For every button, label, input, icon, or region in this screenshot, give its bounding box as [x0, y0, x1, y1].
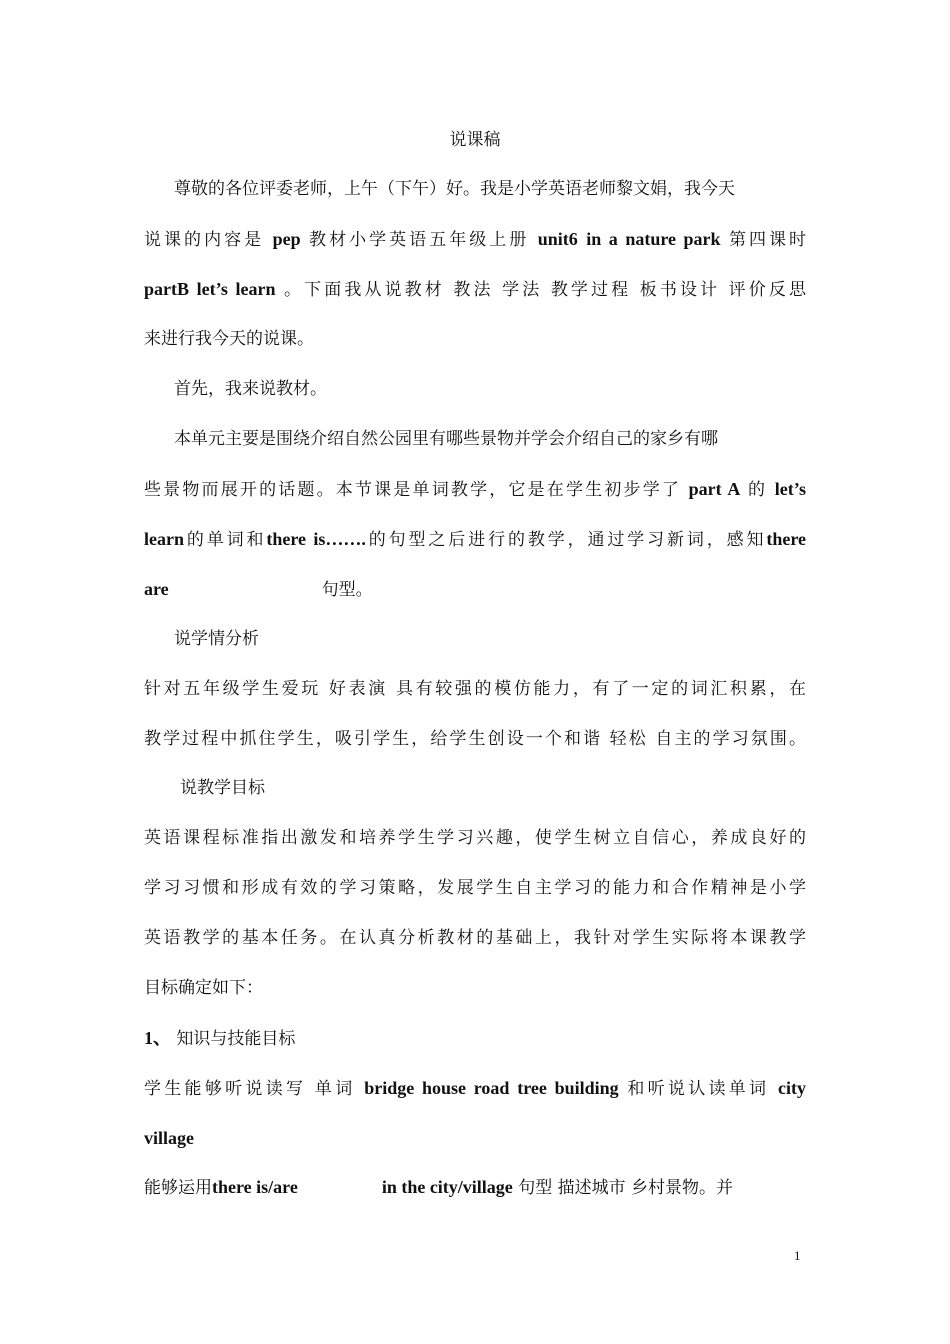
objectives-line-3: 英语教学的基本任务。在认真分析教材的基础上，我针对学生实际将本课教学	[144, 928, 806, 948]
textbook-line-2: 些景物而展开的话题。本节课是单词教学，它是在学生初步学了 part A 的 let’s	[144, 479, 806, 500]
objectives-line-4: 目标确定如下：	[144, 978, 263, 998]
intro-line-3: partB let’s learn 。下面我从说教材 教法 学法 教学过程 板书设计 评价反思	[144, 279, 806, 300]
section-student-analysis-heading: 说学情分析	[174, 629, 259, 649]
analysis-line-2: 教学过程中抓住学生，吸引学生，给学生创设一个和谐 轻松 自主的学习氛围。	[144, 729, 806, 749]
skills-line-2: village	[144, 1128, 194, 1148]
textbook-line-1: 本单元主要是围绕介绍自然公园里有哪些景物并学会介绍自己的家乡有哪	[174, 429, 718, 449]
section-objectives-heading: 说教学目标	[180, 778, 265, 798]
textbook-line-3: learn的单词和there is…….的句型之后进行的教学，通过学习新词，感知there	[144, 529, 806, 550]
intro-line-2: 说课的内容是 pep 教材小学英语五年级上册 unit6 in a nature park 第四课时	[144, 229, 806, 250]
objective-1-heading: 1、 知识与技能目标	[144, 1028, 296, 1049]
skills-line-3: 能够运用there is/are in the city/village 句型 描述城市 乡村景物。并	[144, 1177, 734, 1198]
page-title: 说课稿	[449, 130, 501, 150]
textbook-line-4: are 句型。	[144, 579, 373, 600]
page-number: 1	[794, 1248, 801, 1263]
analysis-line-1: 针对五年级学生爱玩 好表演 具有较强的模仿能力，有了一定的词汇积累，在	[144, 679, 806, 699]
intro-line-1: 尊敬的各位评委老师，上午（下午）好。我是小学英语老师黎文娟，我今天	[174, 179, 735, 199]
objectives-line-1: 英语课程标准指出激发和培养学生学习兴趣，使学生树立自信心，养成良好的	[144, 828, 806, 848]
objectives-line-2: 学习习惯和形成有效的学习策略，发展学生自主学习的能力和合作精神是小学	[144, 878, 806, 898]
skills-line-1: 学生能够听说读写 单词 bridge house road tree building 和听说认读单词 city	[144, 1078, 806, 1099]
section-textbook-heading: 首先，我来说教材。	[174, 379, 327, 399]
intro-line-4: 来进行我今天的说课。	[144, 329, 314, 349]
